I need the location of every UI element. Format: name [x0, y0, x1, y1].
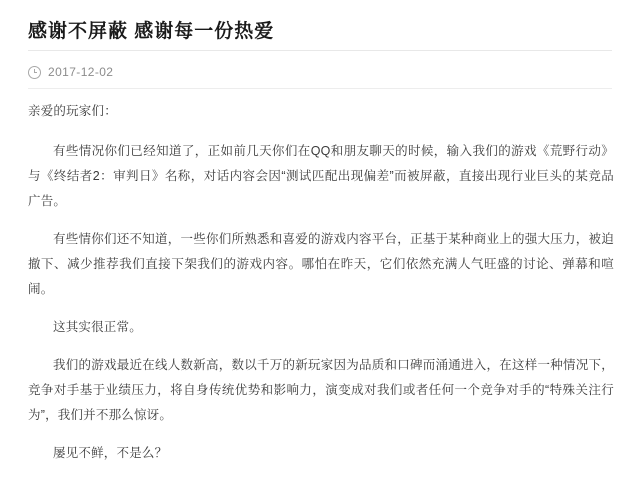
article-body	[28, 99, 614, 479]
title-divider	[28, 50, 612, 51]
article-paragraph: 亲爱的玩家们：	[28, 104, 117, 118]
article-meta	[28, 63, 113, 81]
meta-divider	[28, 88, 612, 89]
article-paragraph: 有些情况你们已经知道了，正如前几天你们在QQ和朋友聊天的时候，输入我们的游戏《荒野行动》与《终结者2：审判日》名称，对话内容会因“测试匹配出现偏差”而被屏蔽，直接出现行业巨头的某竞品广告。	[28, 144, 614, 208]
publish-date: 2017-12-02	[48, 65, 114, 79]
clock-icon	[28, 66, 41, 79]
article-paragraph: 有些情你们还不知道，一些你们所熟悉和喜爱的游戏内容平台，正基于某种商业上的强大压力，被迫撤下、减少推荐我们直接下架我们的游戏内容。哪怕在昨天，它们依然充满人气旺盛的讨论、弹幕和喧闹。	[28, 232, 614, 296]
article-paragraph: 屡见不鲜，不是么？	[53, 446, 168, 460]
article-paragraph: 我们的游戏最近在线人数新高，数以千万的新玩家因为品质和口碑而涌通进入，在这样一种情况下，竞争对手基于业绩压力，将自身传统优势和影响力，演变成对我们或者任何一个竞争对手的“特殊关注行为”，我们并不那么惊讶。	[28, 358, 614, 422]
article-paragraph: 这其实很正常。	[53, 320, 142, 334]
page-title: 感谢不屏蔽 感谢每一份热爱	[28, 21, 275, 42]
